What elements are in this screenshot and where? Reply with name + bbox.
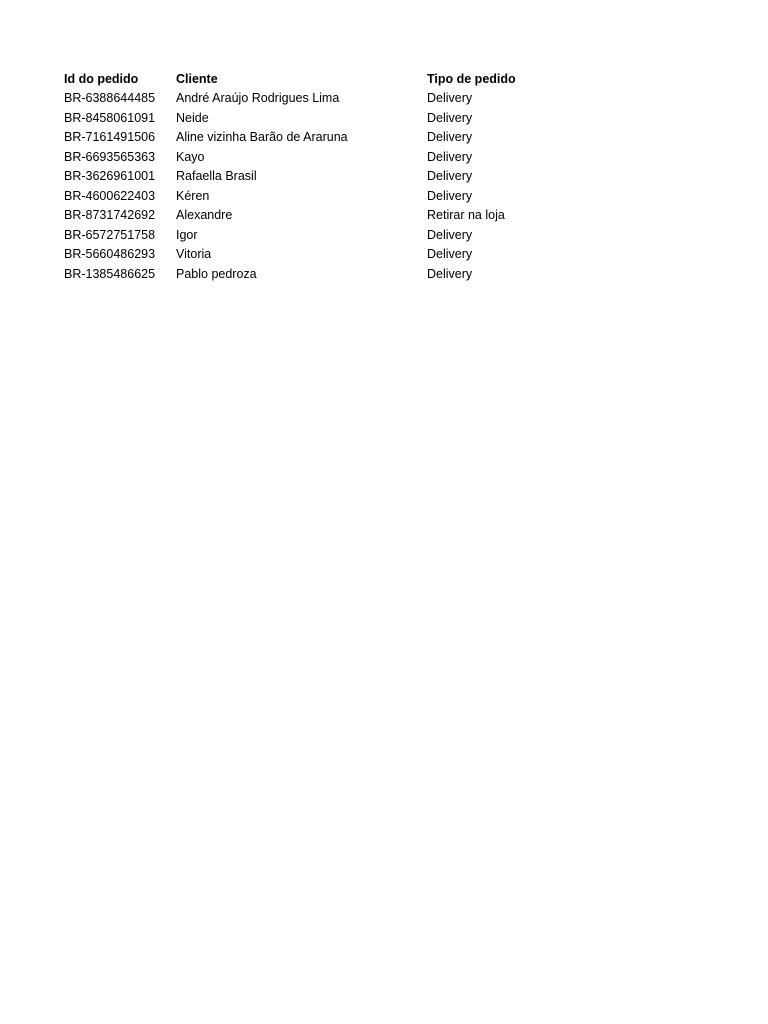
header-tipo-de-pedido: Tipo de pedido bbox=[427, 71, 516, 86]
customer-cell: Aline vizinha Barão de Araruna bbox=[176, 130, 348, 145]
customer-cell: Pablo pedroza bbox=[176, 266, 257, 281]
customer-cell: Igor bbox=[176, 227, 198, 242]
table-row bbox=[64, 128, 547, 148]
table-row bbox=[64, 225, 547, 245]
table-row bbox=[64, 206, 547, 226]
order-id-cell: BR-1385486625 bbox=[64, 266, 156, 281]
orders-table bbox=[64, 69, 547, 284]
order-id-cell: BR-6572751758 bbox=[64, 227, 156, 242]
orders-sheet bbox=[64, 69, 547, 284]
order-id-cell: BR-3626961001 bbox=[64, 169, 156, 184]
order-id-cell: BR-8458061091 bbox=[64, 110, 156, 125]
customer-cell: Neide bbox=[176, 110, 209, 125]
header-cliente: Cliente bbox=[176, 71, 218, 86]
order-id-cell: BR-5660486293 bbox=[64, 247, 156, 262]
order-id-cell: BR-6693565363 bbox=[64, 149, 156, 164]
order-type-cell: Delivery bbox=[427, 149, 473, 164]
order-type-cell: Delivery bbox=[427, 130, 473, 145]
table-row bbox=[64, 108, 547, 128]
table-row bbox=[64, 264, 547, 284]
table-header-row bbox=[64, 69, 547, 89]
order-id-cell: BR-6388644485 bbox=[64, 91, 156, 106]
table-row bbox=[64, 147, 547, 167]
table-row bbox=[64, 186, 547, 206]
customer-cell: Vitoria bbox=[176, 247, 212, 262]
order-id-cell: BR-7161491506 bbox=[64, 130, 156, 145]
customer-cell: Alexandre bbox=[176, 208, 233, 223]
order-type-cell: Retirar na loja bbox=[427, 208, 505, 223]
order-type-cell: Delivery bbox=[427, 188, 473, 203]
order-id-cell: BR-8731742692 bbox=[64, 208, 156, 223]
customer-cell: Kayo bbox=[176, 149, 205, 164]
customer-cell: Rafaella Brasil bbox=[176, 169, 257, 184]
order-type-cell: Delivery bbox=[427, 266, 473, 281]
order-type-cell: Delivery bbox=[427, 227, 473, 242]
header-id-do-pedido: Id do pedido bbox=[64, 71, 139, 86]
order-type-cell: Delivery bbox=[427, 110, 473, 125]
table-row bbox=[64, 89, 547, 109]
customer-cell: Kéren bbox=[176, 188, 210, 203]
order-type-cell: Delivery bbox=[427, 169, 473, 184]
customer-cell: André Araújo Rodrigues Lima bbox=[176, 91, 340, 106]
order-id-cell: BR-4600622403 bbox=[64, 188, 156, 203]
order-type-cell: Delivery bbox=[427, 91, 473, 106]
order-type-cell: Delivery bbox=[427, 247, 473, 262]
table-row bbox=[64, 245, 547, 265]
table-row bbox=[64, 167, 547, 187]
